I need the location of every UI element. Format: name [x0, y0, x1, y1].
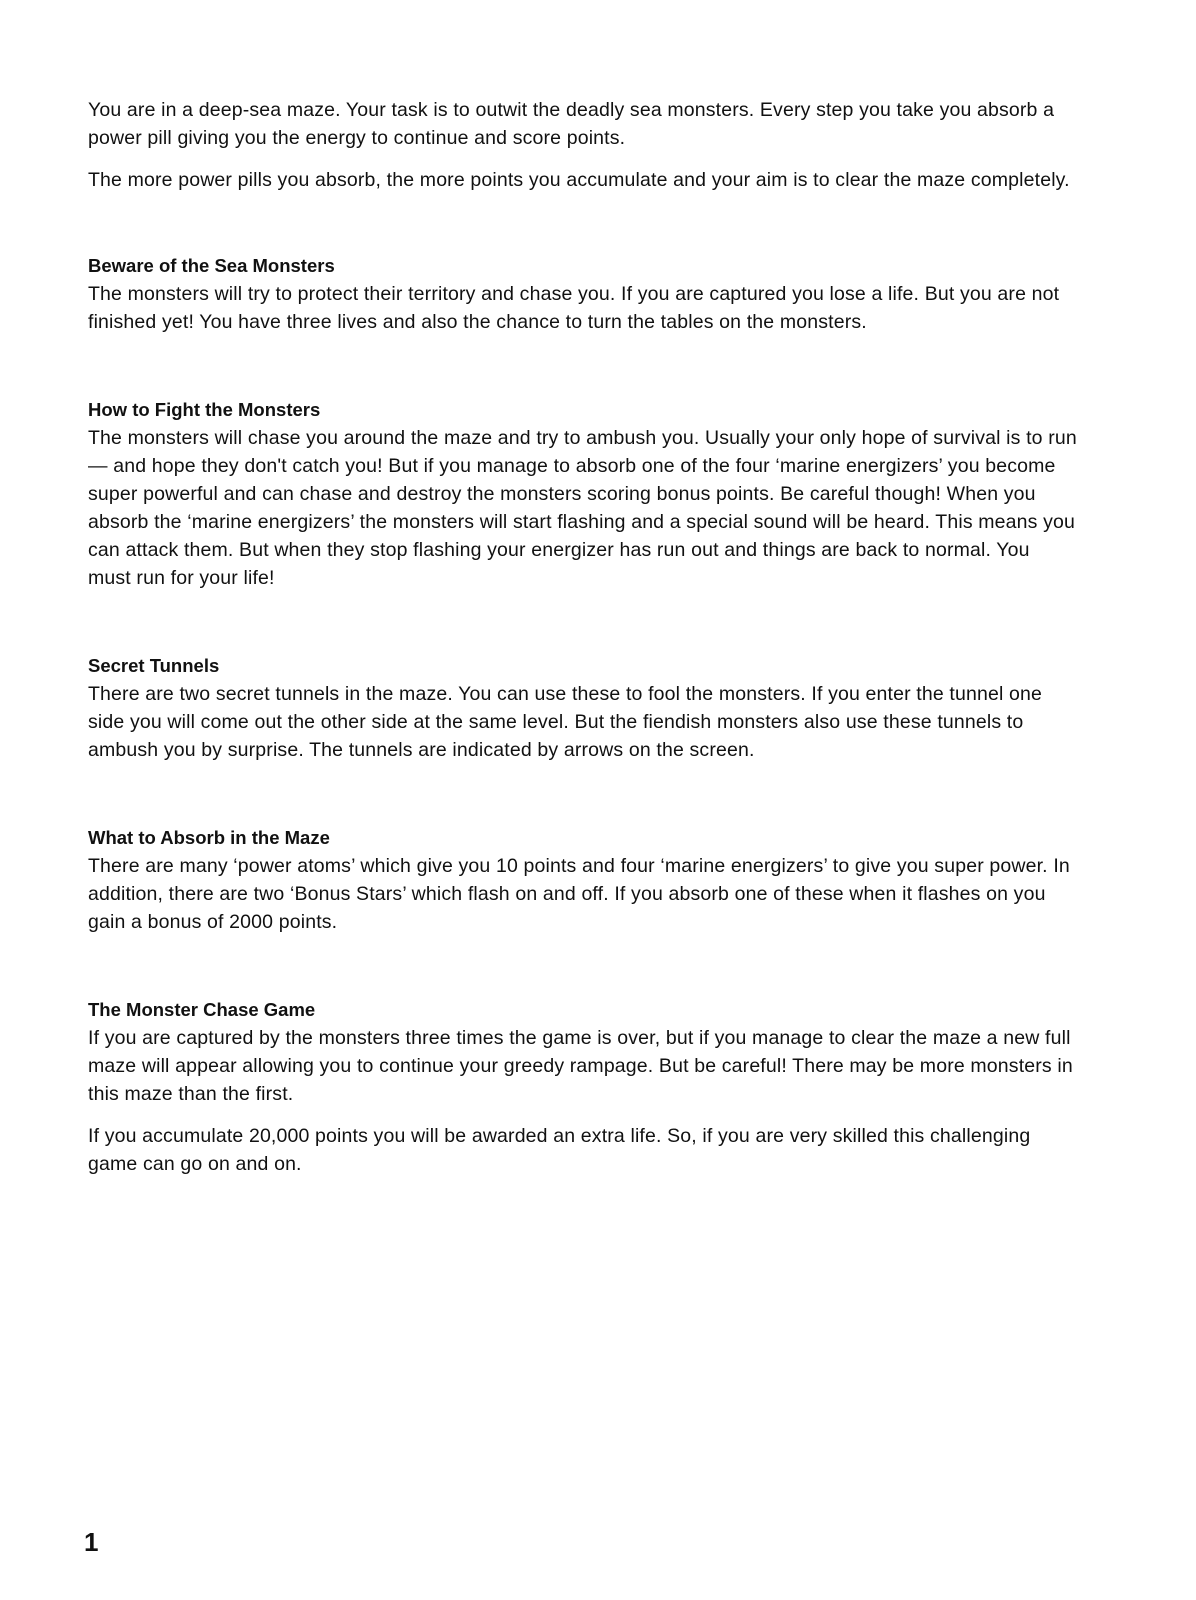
section-beware-sea-monsters: [88, 252, 1078, 336]
section-how-to-fight: [88, 396, 1078, 592]
section-heading: Beware of the Sea Monsters: [88, 255, 335, 276]
section-monster-chase-game: [88, 996, 1078, 1178]
section-paragraph: The monsters will chase you around the maze and try to ambush you. Usually your only hope of survival is to run — and hope they don't catch you! But if you manage to absorb one of the four ‘marine energizers’ you become super powerful and can chase and destroy the monsters scoring bonus points. Be careful though! When you absorb the ‘marine energizers’ the monsters will start flashing and a special sound will be heard. This means you can attack them. But when they stop flashing your energizer has run out and things are back to normal. You must run for your life!: [88, 427, 1077, 589]
section-heading: How to Fight the Monsters: [88, 399, 321, 420]
intro-paragraph: The more power pills you absorb, the more points you accumulate and your aim is to clear the maze completely.: [88, 169, 1070, 191]
section-paragraph: There are many ‘power atoms’ which give you 10 points and four ‘marine energizers’ to give you super power. In addition, there are two ‘Bonus Stars’ which flash on and off. If you absorb one of these when it flashes on you gain a bonus of 2000 points.: [88, 855, 1070, 933]
section-what-to-absorb: [88, 824, 1078, 936]
page-number: 1: [84, 1527, 99, 1557]
intro: [88, 96, 1078, 194]
section-heading: The Monster Chase Game: [88, 999, 316, 1020]
intro-paragraph: You are in a deep-sea maze. Your task is to outwit the deadly sea monsters. Every step you take you absorb a power pill giving you the energy to continue and score points.: [88, 99, 1055, 149]
section-paragraph: There are two secret tunnels in the maze. You can use these to fool the monsters. If you enter the tunnel one side you will come out the other side at the same level. But the fiendish monsters also use these tunnels to ambush you by surprise. The tunnels are indicated by arrows on the screen.: [88, 683, 1043, 761]
section-secret-tunnels: [88, 652, 1078, 764]
section-heading: What to Absorb in the Maze: [88, 827, 330, 848]
document-page: [88, 96, 1078, 1178]
section-heading: Secret Tunnels: [88, 655, 220, 676]
section-paragraph: If you are captured by the monsters three times the game is over, but if you manage to clear the maze a new full maze will appear allowing you to continue your greedy rampage. But be careful! There may be more monsters in this maze than the first.: [88, 1027, 1073, 1105]
section-paragraph: The monsters will try to protect their territory and chase you. If you are captured you lose a life. But you are not finished yet! You have three lives and also the chance to turn the tables on the monsters.: [88, 283, 1060, 333]
section-paragraph: If you accumulate 20,000 points you will be awarded an extra life. So, if you are very skilled this challenging game can go on and on.: [88, 1125, 1031, 1175]
